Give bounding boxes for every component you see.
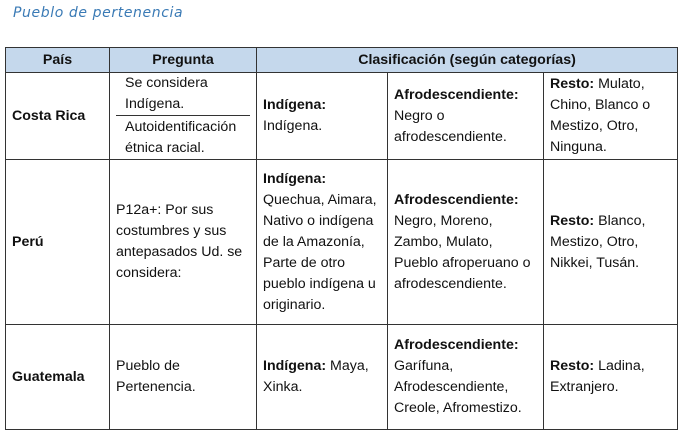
afro-cell [388,325,544,430]
country-cell: Perú [6,160,110,325]
resto-cell [544,325,678,430]
afro-label: Afrodescendiente: [394,191,519,208]
afro-text: Negro, Moreno, Zambo, Mulato, Pueblo afroperuano o afrodescendiente. [394,212,531,292]
classification-table [5,47,678,430]
indigena-cell [257,325,388,430]
resto-label: Resto: [550,212,595,229]
table-row [6,325,678,430]
afro-cell [388,73,544,160]
indigena-text: Quechua, Aimara, Nativo o indígena de la Amazonía, Parte de otro pueblo indígena u originario. [263,191,377,313]
afro-text: Garífuna, Afrodescendiente, Creole, Afromestizo. [394,358,522,416]
header-row [6,48,678,73]
indigena-label: Indígena: [263,97,327,113]
resto-text: Mulato, Chino, Blanco o Mestizo, Otro, Ninguna. [550,76,651,155]
afro-text: Negro o afrodescendiente. [394,107,507,145]
resto-label: Resto: [550,76,595,92]
indigena-text: Indígena. [263,118,323,134]
resto-cell [544,160,678,325]
header-pregunta: Pregunta [110,48,257,73]
question-cell: Pueblo de Pertenencia. [110,325,257,430]
indigena-text: Maya, Xinka. [263,358,369,395]
country-cell: Costa Rica [6,73,110,160]
indigena-cell [257,160,388,325]
resto-label: Resto: [550,358,595,374]
afro-cell [388,160,544,325]
header-clasificacion: Clasificación (según categorías) [257,48,678,73]
question-cell: P12a+: Por sus costumbres y sus antepasados Ud. se considera: [110,160,257,325]
resto-text: Blanco, Mestizo, Otro, Nikkei, Tusán. [550,212,646,271]
header-pais: País [6,48,110,73]
question-sub-b [116,116,250,159]
indigena-cell [257,73,388,160]
question-text: Se considera Indígena. [125,75,208,112]
country-cell: Guatemala [6,325,110,430]
question-text: Autoidentificación étnica racial. [125,118,237,156]
resto-cell [544,73,678,160]
table-row [6,160,678,325]
table-row [6,73,678,160]
question-cell [110,73,257,160]
afro-label: Afrodescendiente: [394,337,519,353]
indigena-label: Indígena: [263,170,327,187]
question-sub-a [116,73,250,116]
table-caption: Pueblo de pertenencia [13,5,184,21]
resto-text: Ladina, Extranjero. [550,358,645,395]
afro-label: Afrodescendiente: [394,86,519,103]
indigena-label: Indígena: [263,358,327,374]
